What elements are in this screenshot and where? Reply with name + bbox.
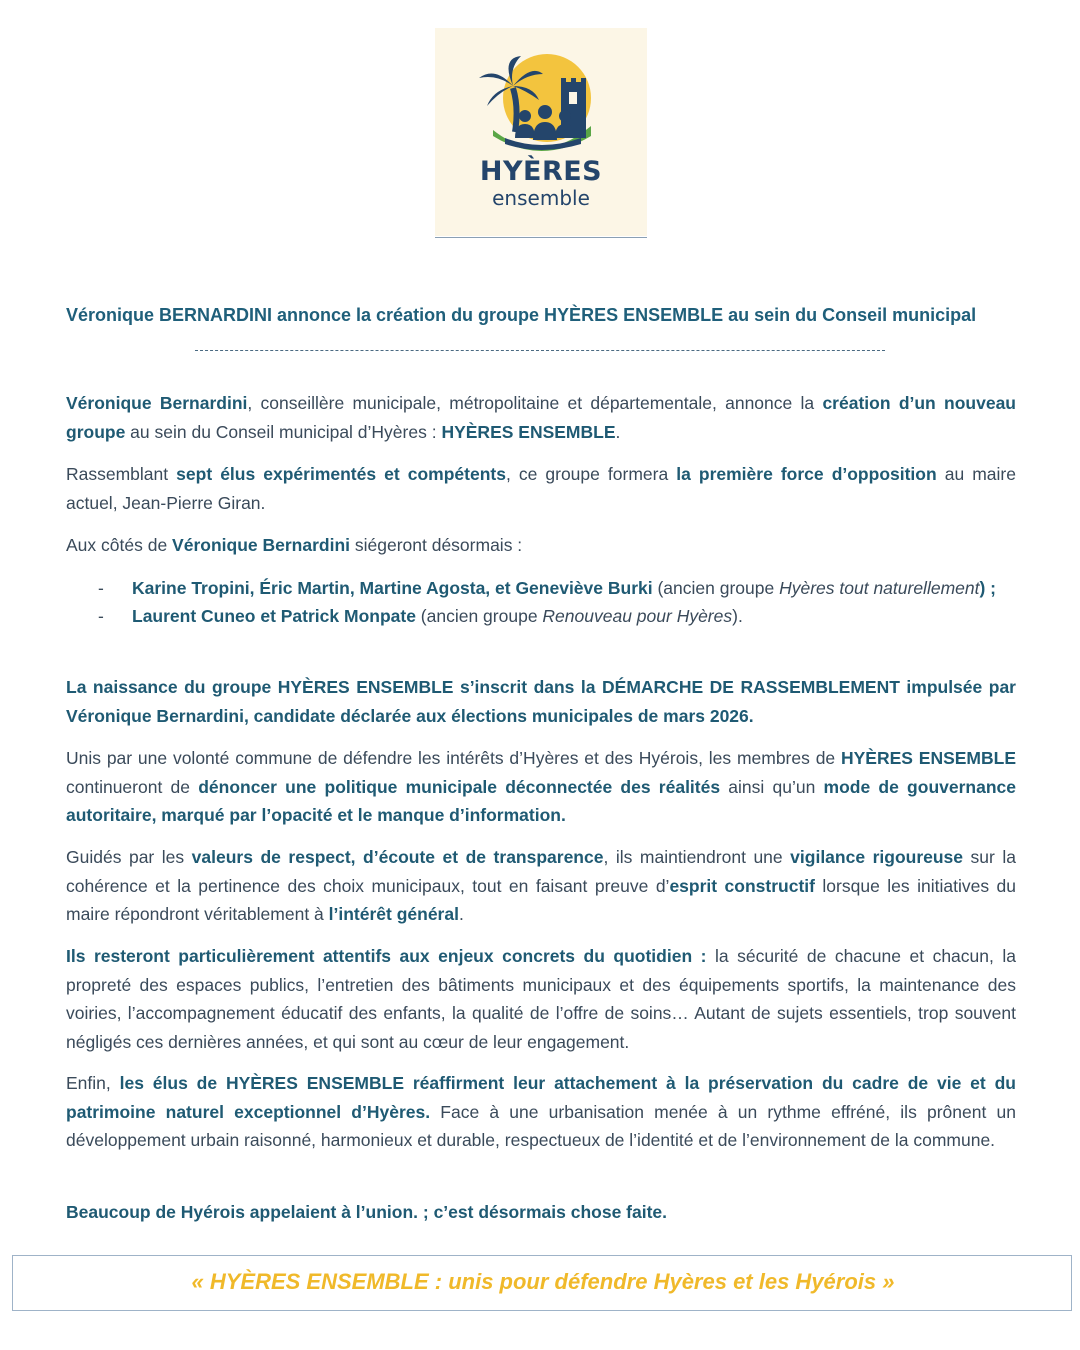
text-run: mode de gouvernance autoritaire, marqué par l’opacité et le manque d’information.: [66, 776, 1016, 825]
paragraph-quotidien: [66, 942, 1016, 1056]
text-run: au maire actuel, Jean-Pierre Giran.: [66, 464, 1016, 513]
paragraph-patrimoine: [66, 1069, 1016, 1155]
paragraph-intro: [66, 389, 1016, 446]
paragraph-rassemblement: La naissance du groupe HYÈRES ENSEMBLE s’inscrit dans la DÉMARCHE DE RASSEMBLEMENT impulsée par Véronique Bernardini, candidate déclarée aux élections municipales de mars 2026.: [66, 677, 1016, 726]
text-run: Véronique Bernardini: [172, 535, 350, 555]
text-run: sur la cohérence et la pertinence des choix municipaux, tout en faisant preuve d’: [66, 847, 1016, 896]
text-run: siégeront désormais :: [350, 535, 523, 555]
text-run: , ils maintiendront une: [603, 847, 791, 867]
text-run: vigilance rigoureuse: [790, 847, 964, 867]
list-item: [66, 574, 1016, 602]
text-run: ).: [732, 606, 743, 626]
intro-name: Véronique Bernardini: [66, 393, 248, 413]
paragraph-conclusion: Beaucoup de Hyérois appelaient à l’union. ; c’est désormais chose faite.: [66, 1202, 668, 1222]
text-run: ) ;: [979, 578, 997, 598]
text-run: création d’un nouveau groupe: [66, 393, 1016, 442]
text-run: continueront de: [66, 776, 199, 797]
text-run: lorsque les initiatives du maire répondront véritablement à: [66, 875, 1016, 924]
text-run: (ancien groupe: [415, 606, 543, 626]
dashed-divider: [195, 350, 885, 351]
text-run: Karine Tropini, Éric Martin, Martine Agosta, et Geneviève Burki: [132, 578, 653, 598]
paragraph-opposition: [66, 460, 1016, 517]
text-run: Laurent Cuneo et Patrick Monpate: [132, 606, 416, 626]
text-run: Unis par une volonté commune de défendre les intérêts d’Hyères et des Hyérois, les membres de: [66, 748, 841, 768]
text-run: dénoncer une politique municipale déconnectée des réalités: [198, 776, 721, 797]
text-run: Enfin,: [66, 1073, 120, 1093]
text-run: ainsi qu’un: [720, 776, 824, 797]
text-run: au sein du Conseil municipal d’Hyères :: [125, 421, 442, 442]
text-run: , ce groupe formera: [505, 464, 677, 484]
text-run: Rassemblant: [66, 464, 177, 484]
logo-emblem-icon: [435, 28, 647, 168]
text-run: la première force d’opposition: [676, 464, 937, 484]
text-run: esprit constructif: [669, 875, 815, 896]
text-run: l’intérêt général: [328, 904, 459, 924]
text-run: sept élus expérimentés et compétents: [176, 464, 506, 484]
bullet-dash: -: [98, 606, 104, 626]
text-run: HYÈRES ENSEMBLE: [840, 748, 1017, 768]
text-run: .: [615, 421, 621, 442]
logo-divider: [435, 237, 647, 238]
headline: Véronique BERNARDINI annonce la création du groupe HYÈRES ENSEMBLE au sein du Conseil municipal: [66, 305, 977, 325]
paragraph-denonciation: [66, 744, 1016, 830]
text-run: Ils resteront particulièrement attentifs aux enjeux concrets du quotidien :: [66, 946, 707, 966]
logo: [435, 28, 647, 236]
text-run: , conseillère municipale, métropolitaine et départementale, annonce la: [247, 393, 823, 413]
text-run: Renouveau pour Hyères: [542, 606, 733, 626]
text-run: HYÈRES ENSEMBLE: [441, 421, 616, 442]
text-run: valeurs de respect, d’écoute et de transparence: [191, 847, 604, 867]
slogan-text: « HYÈRES ENSEMBLE : unis pour défendre Hyères et les Hyérois »: [191, 1269, 895, 1294]
logo-subtitle: ensemble: [492, 186, 590, 210]
text-run: (ancien groupe: [652, 578, 780, 598]
text-run: les élus de HYÈRES ENSEMBLE réaffirment leur attachement à la préservation du cadre de vie et du patrimoine naturel exceptionnel d’Hyères.: [66, 1073, 1016, 1122]
paragraph-members-intro: [66, 531, 1016, 560]
text-run: Aux côtés de: [66, 535, 173, 555]
slogan-box: [12, 1255, 1072, 1311]
logo-title: HYÈRES: [479, 156, 603, 187]
bullet-dash: -: [98, 578, 104, 598]
text-run: la sécurité de chacune et chacun, la propreté des espaces publics, l’entretien des bâtiments municipaux et des équipements sportifs, la maintenance des voiries, l’accompagnement éducatif des enfants, la qualité de l’offre de soins… Autant de sujets essentiels, trop souvent négligés ces dernières années, et qui sont au cœur de leur engagement.: [66, 946, 1016, 1052]
members-list: [66, 574, 1016, 630]
text-run: Face à une urbanisation menée à un rythme effréné, ils prônent un développement urbain raisonné, harmonieux et durable, respectueux de l’identité et de l’environnement de la commune.: [66, 1101, 1016, 1150]
text-run: Hyères tout naturellement: [779, 578, 980, 598]
paragraph-valeurs: [66, 843, 1016, 929]
text-run: .: [458, 904, 464, 924]
text-run: Guidés par les: [66, 847, 192, 867]
list-item: [66, 602, 1016, 630]
